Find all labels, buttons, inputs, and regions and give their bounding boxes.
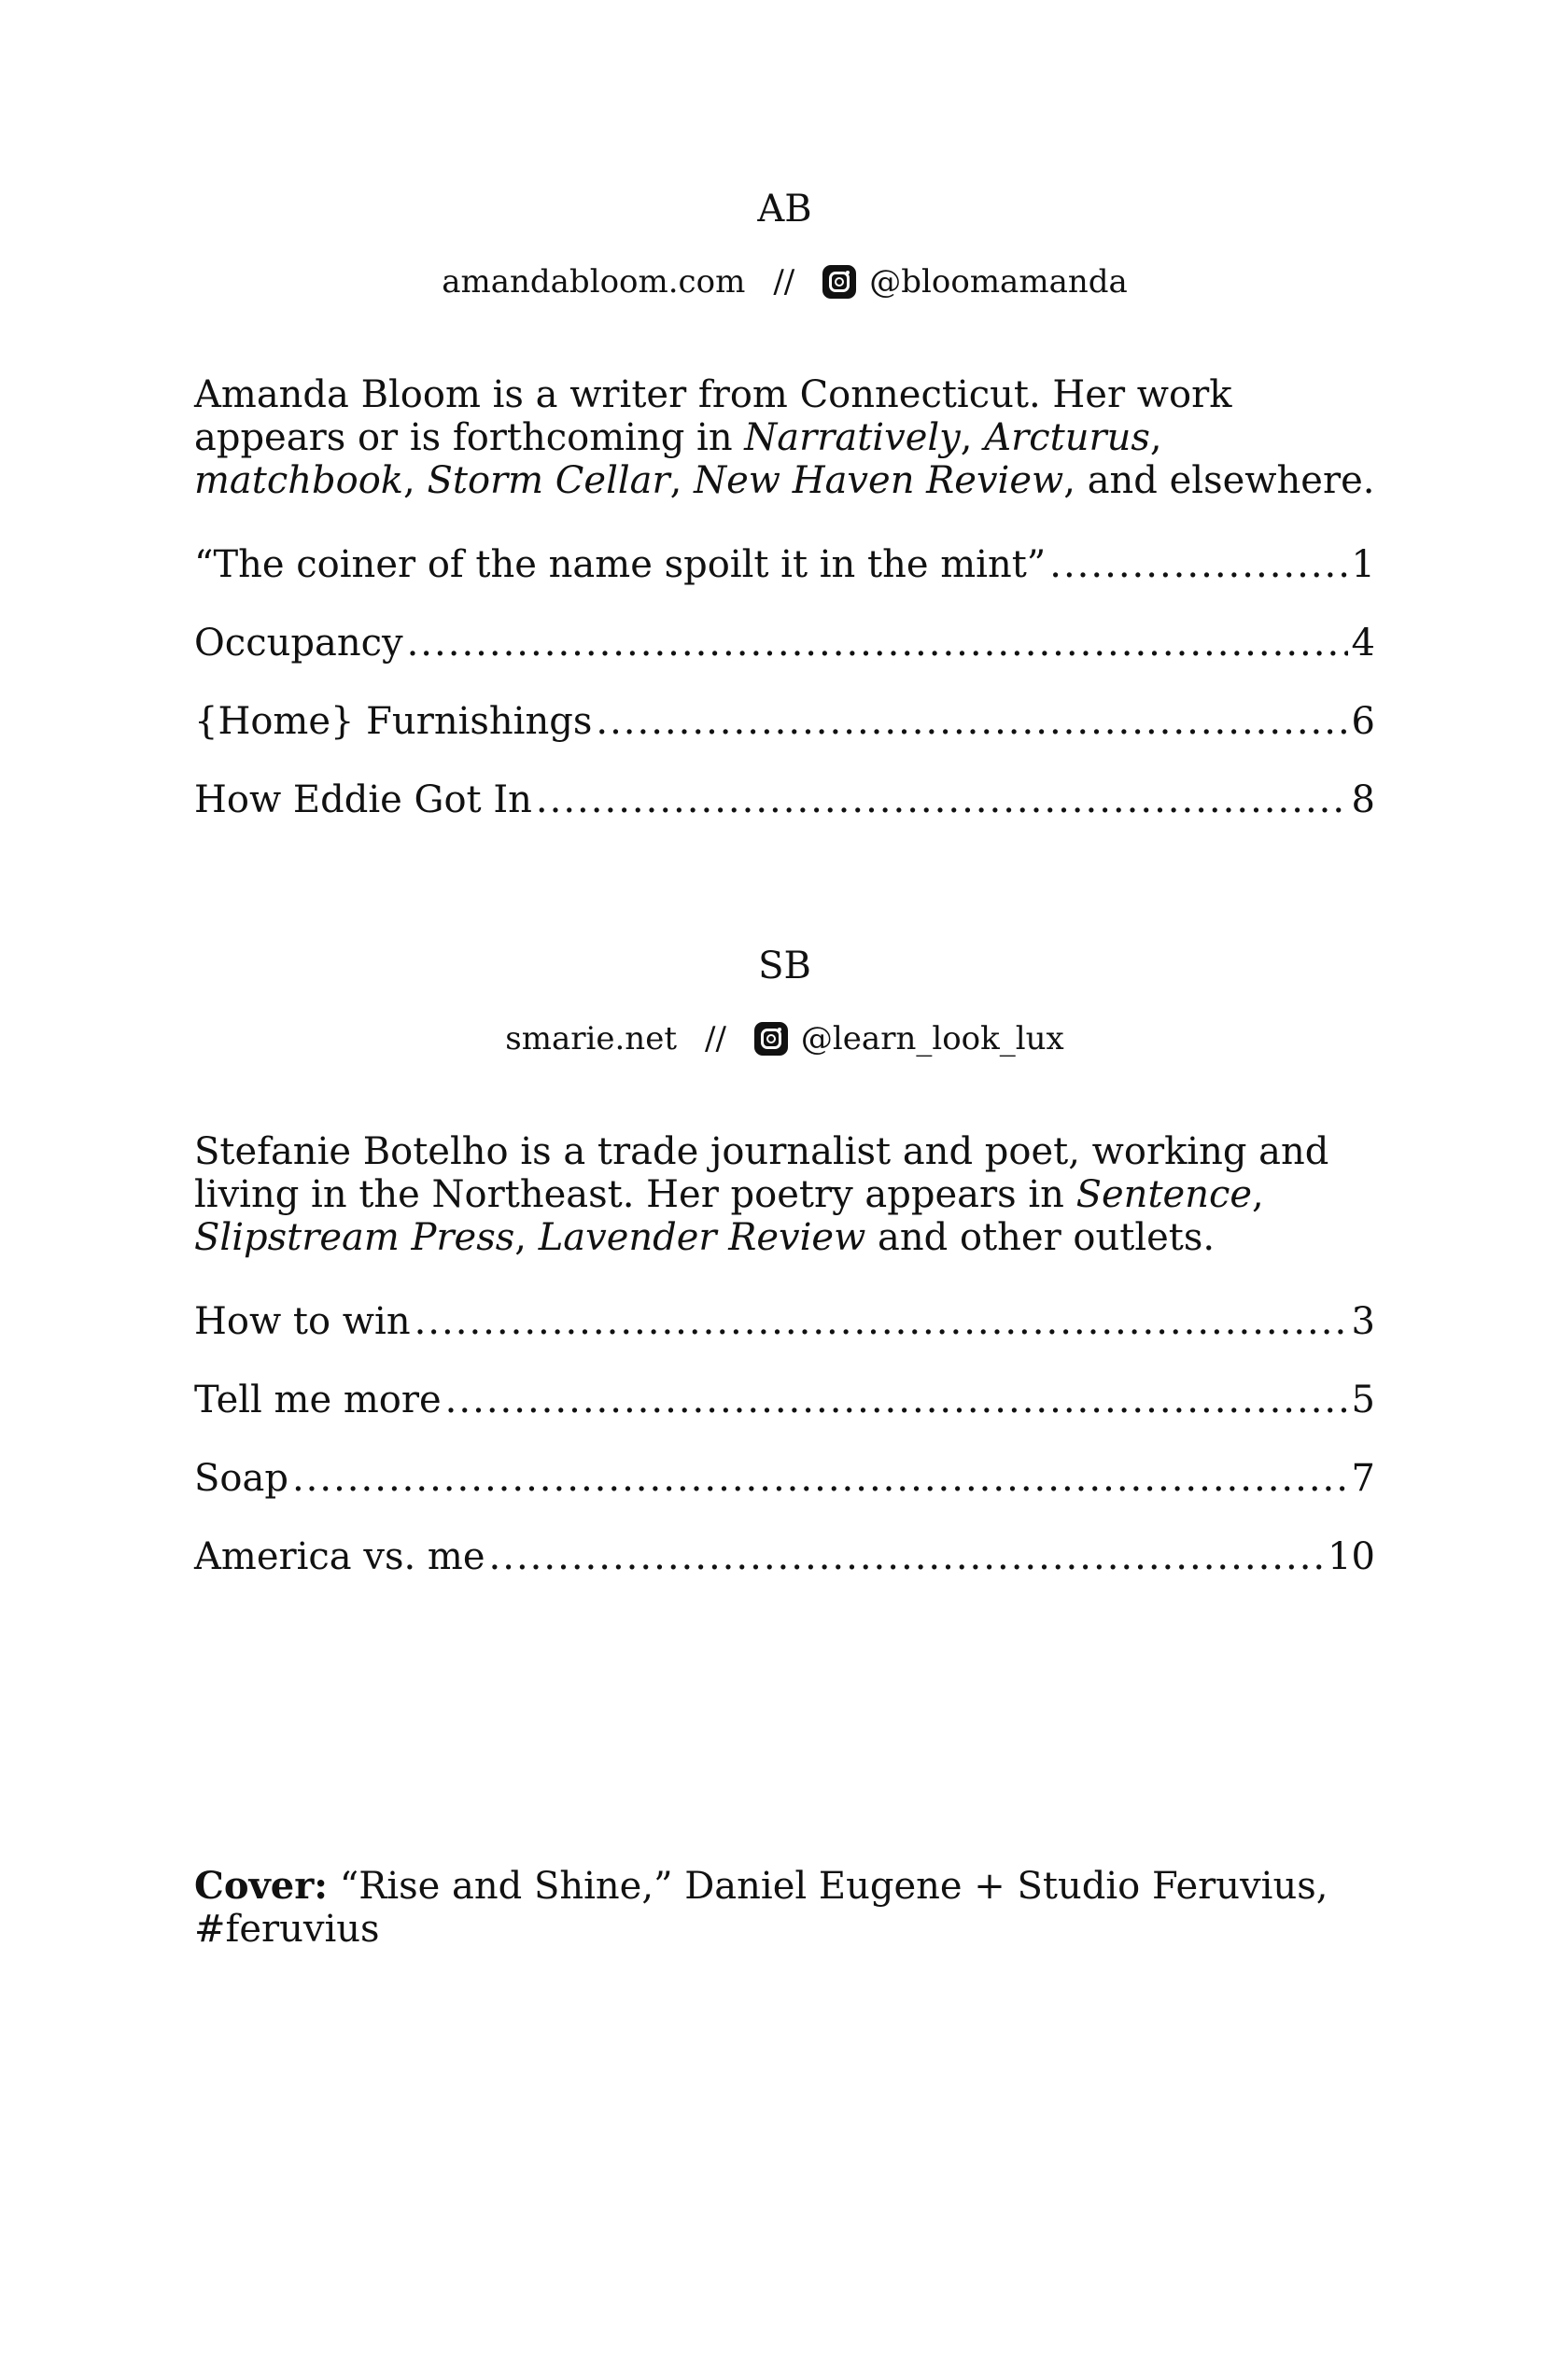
toc-title: “The coiner of the name spoilt it in the mint” <box>194 543 1047 586</box>
publication-title: Storm Cellar <box>427 459 670 502</box>
toc-title: How to win <box>194 1300 411 1343</box>
publication-title: Lavender Review <box>538 1216 866 1259</box>
author-initials: SB <box>758 945 811 987</box>
author-section-sb <box>194 947 1375 1614</box>
toc-title: America vs. me <box>194 1535 485 1578</box>
bio-text: Stefanie Botelho is a trade journalist and poet, working and living in the Northeast. Her poetry appears in <box>194 1130 1329 1216</box>
toc-page-number: 10 <box>1328 1535 1375 1578</box>
toc-page-number: 8 <box>1351 778 1375 821</box>
toc-entry[interactable] <box>194 700 1375 743</box>
toc-entry[interactable] <box>194 1379 1375 1421</box>
toc-leader <box>1049 543 1347 586</box>
author-bio <box>194 373 1375 502</box>
bio-text: , <box>514 1216 539 1259</box>
website-link[interactable]: smarie.net <box>505 1020 677 1057</box>
author-contact <box>194 1022 1375 1056</box>
toc-entry[interactable] <box>194 1300 1375 1343</box>
publication-title: Arcturus <box>984 416 1150 459</box>
toc-leader <box>596 700 1347 743</box>
publication-title: Sentence <box>1075 1173 1253 1216</box>
publication-title: Slipstream Press <box>194 1216 515 1259</box>
bio-text: Amanda Bloom is a writer from Connecticut. Her work appears or is forthcoming in <box>194 373 1232 459</box>
publication-title: New Haven Review <box>694 459 1064 502</box>
cover-label: Cover: <box>194 1864 329 1908</box>
toc-leader <box>489 1535 1325 1578</box>
website-link[interactable]: amandabloom.com <box>442 263 746 301</box>
publication-title: matchbook <box>194 459 404 502</box>
contact-separator: // <box>773 263 795 301</box>
toc-page-number: 4 <box>1351 622 1375 665</box>
toc-leader <box>292 1457 1348 1500</box>
publication-title: Narratively <box>744 416 961 459</box>
toc-entry[interactable] <box>194 778 1375 821</box>
contact-separator: // <box>705 1020 726 1057</box>
bio-text: , and elsewhere. <box>1063 459 1375 502</box>
toc-leader <box>407 622 1348 665</box>
toc-page-number: 7 <box>1351 1457 1375 1500</box>
toc-leader <box>536 778 1348 821</box>
bio-text: , <box>403 459 428 502</box>
table-of-contents <box>194 1300 1375 1578</box>
toc-entry[interactable] <box>194 622 1375 665</box>
toc-page-number: 5 <box>1351 1379 1375 1421</box>
toc-title: How Eddie Got In <box>194 778 532 821</box>
author-section-ab <box>194 190 1375 857</box>
author-contact <box>194 265 1375 299</box>
toc-title: {Home} Furnishings <box>194 700 593 743</box>
bio-text: , <box>1149 416 1162 459</box>
bio-text: and other outlets. <box>865 1216 1216 1259</box>
cover-credit <box>194 1865 1408 1951</box>
bio-text: , <box>669 459 695 502</box>
toc-title: Soap <box>194 1457 288 1500</box>
instagram-handle[interactable]: @learn_look_lux <box>800 1020 1064 1057</box>
toc-page-number: 6 <box>1351 700 1375 743</box>
bio-text: , <box>960 416 985 459</box>
toc-page-number: 1 <box>1351 543 1375 586</box>
toc-leader <box>445 1379 1348 1421</box>
author-bio <box>194 1130 1375 1259</box>
toc-entry[interactable] <box>194 1535 1375 1578</box>
toc-entry[interactable] <box>194 543 1375 586</box>
bio-text: , <box>1252 1173 1264 1216</box>
table-of-contents <box>194 543 1375 821</box>
toc-title: Tell me more <box>194 1379 442 1421</box>
toc-leader <box>415 1300 1348 1343</box>
instagram-handle[interactable]: @bloomamanda <box>869 263 1128 301</box>
cover-text: “Rise and Shine,” Daniel Eugene + Studio Feruvius, #feruvius <box>194 1865 1328 1951</box>
instagram-icon <box>822 265 856 299</box>
toc-page-number: 3 <box>1351 1300 1375 1343</box>
toc-title: Occupancy <box>194 622 403 665</box>
toc-entry[interactable] <box>194 1457 1375 1500</box>
author-initials: AB <box>757 188 812 231</box>
instagram-icon <box>754 1022 788 1056</box>
